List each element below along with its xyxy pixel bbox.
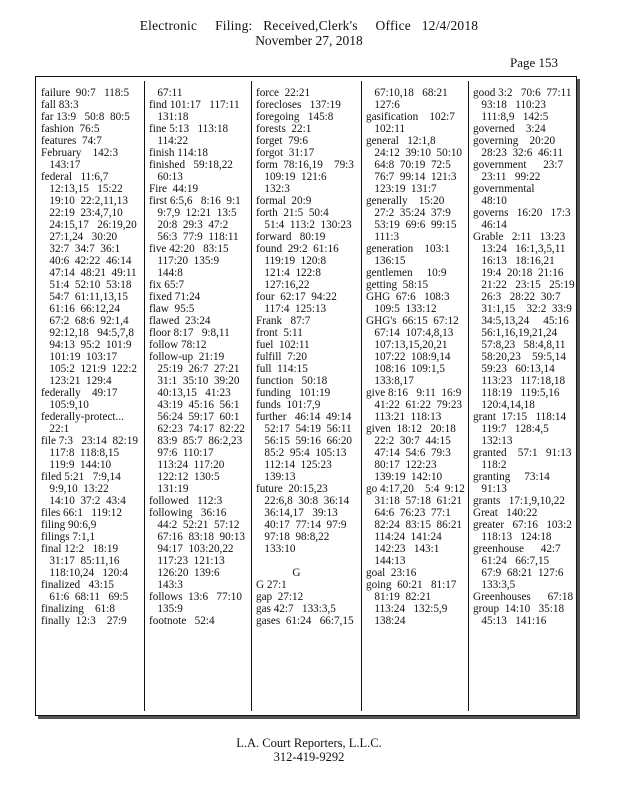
index-entry-line: found 29:2 61:16 bbox=[256, 243, 339, 255]
index-entry-line: 133:8,17 bbox=[366, 375, 414, 387]
index-entry-line: 31:1 35:10 39:20 bbox=[149, 375, 240, 387]
index-entry-line: finish 114:18 bbox=[149, 147, 208, 159]
index-entry-line: follows 13:6 77:10 bbox=[149, 591, 242, 603]
index-entry-line: 131:18 bbox=[149, 111, 189, 123]
index-entry-line: following 36:16 bbox=[149, 507, 227, 519]
index-entry-line: 138:24 bbox=[366, 615, 406, 627]
index-entry-line: 23:11 99:22 bbox=[473, 171, 541, 183]
index-entry-line: go 4:17,20 5:4 9:12 bbox=[366, 483, 465, 495]
index-entry-line: 47:14 48:21 49:11 bbox=[41, 267, 137, 279]
index-entry-line: find 101:17 117:11 bbox=[149, 99, 240, 111]
index-entry-line: fix 65:7 bbox=[149, 279, 185, 291]
index-column-2 bbox=[149, 87, 245, 627]
index-entry-line: gap 27:12 bbox=[256, 591, 304, 603]
index-entry-line: 12:13,15 15:22 bbox=[41, 183, 123, 195]
index-entry-line: February 142:3 bbox=[41, 147, 119, 159]
index-entry-line: 64:8 70:19 72:5 bbox=[366, 159, 451, 171]
index-entry-line: 13:24 16:1,3,5,11 bbox=[473, 243, 566, 255]
index-entry-line: failure 90:7 118:5 bbox=[41, 87, 130, 99]
index-entry-line: 119:9 144:10 bbox=[41, 459, 112, 471]
index-entry-line: 117:20 135:9 bbox=[149, 255, 220, 267]
index-entry-line: 9:7,9 12:21 13:5 bbox=[149, 207, 237, 219]
index-entry-line: floor 8:17 9:8,11 bbox=[149, 327, 230, 339]
index-entry-line: fulfill 7:20 bbox=[256, 351, 307, 363]
index-entry-line: 118:13 124:18 bbox=[473, 531, 552, 543]
index-entry-line: 119:7 128:4,5 bbox=[473, 423, 549, 435]
index-entry-line: 58:20,23 59:5,14 bbox=[473, 351, 566, 363]
index-entry-line: future 20:15,23 bbox=[256, 483, 328, 495]
index-entry-line: generally 15:20 bbox=[366, 195, 445, 207]
index-entry-line: force 22:21 bbox=[256, 87, 311, 99]
index-entry-line: 111:8,9 142:5 bbox=[473, 111, 549, 123]
index-entry-line: 22:1 bbox=[41, 423, 70, 435]
index-entry-line: 22:19 23:4,7,10 bbox=[41, 207, 123, 219]
index-entry-line: 27:1,24 30:20 bbox=[41, 231, 118, 243]
index-entry-line: far 13:9 50:8 80:5 bbox=[41, 111, 130, 123]
index-entry-line: finalizing 61:8 bbox=[41, 603, 115, 615]
reporter-phone: 312-419-9292 bbox=[273, 750, 345, 764]
index-entry-line: 48:10 bbox=[473, 195, 507, 207]
index-entry-line: given 18:12 20:18 bbox=[366, 423, 456, 435]
filing-date: November 27, 2018 bbox=[255, 33, 363, 48]
index-entry-line: 123:21 129:4 bbox=[41, 375, 112, 387]
index-entry-line: features 74:7 bbox=[41, 135, 102, 147]
index-entry-line: forests 22:1 bbox=[256, 123, 312, 135]
index-entry-line: follow 78:12 bbox=[149, 339, 207, 351]
index-entry-line: 67:10,18 68:21 bbox=[366, 87, 448, 99]
index-entry-line: forget 79:6 bbox=[256, 135, 308, 147]
index-entry-line: 102:11 bbox=[366, 123, 406, 135]
index-entry-line: files 66:1 119:12 bbox=[41, 507, 122, 519]
index-entry-line: 144:8 bbox=[149, 267, 183, 279]
index-entry-line: 24:12 39:10 50:10 bbox=[366, 147, 463, 159]
index-entry-line: governed 3:24 bbox=[473, 123, 546, 135]
index-entry-line: 62:23 74:17 82:22 bbox=[149, 423, 246, 435]
index-entry-line: government 23:7 bbox=[473, 159, 564, 171]
index-entry-line: federally 49:17 bbox=[41, 387, 118, 399]
index-entry-line: 64:6 76:23 77:1 bbox=[366, 507, 451, 519]
index-entry-line: 34:5,13,24 45:16 bbox=[473, 315, 569, 327]
index-entry-line: fashion 76:5 bbox=[41, 123, 100, 135]
index-entry-line: 123:19 131:7 bbox=[366, 183, 437, 195]
index-entry-line: 67:2 68:6 92:1,4 bbox=[41, 315, 129, 327]
index-entry-line: fall 83:3 bbox=[41, 99, 79, 111]
index-entry-line: 133:3,5 bbox=[473, 579, 516, 591]
index-entry-line: filings 7:1,1 bbox=[41, 531, 96, 543]
index-entry-line: fixed 71:24 bbox=[149, 291, 201, 303]
index-entry-line: 93:18 110:23 bbox=[473, 99, 546, 111]
index-entry-line: general 12:1,8 bbox=[366, 135, 436, 147]
index-entry-line: 113:24 132:5,9 bbox=[366, 603, 448, 615]
index-entry-line: 40:13,15 41:23 bbox=[149, 387, 231, 399]
index-entry-line: generation 103:1 bbox=[366, 243, 450, 255]
index-entry-line: first 6:5,6 8:16 9:1 bbox=[149, 195, 241, 207]
index-entry-line: going 60:21 81:17 bbox=[366, 579, 457, 591]
index-entry-line: filing 90:6,9 bbox=[41, 519, 97, 531]
index-entry-line: granted 57:1 91:13 bbox=[473, 447, 572, 459]
index-entry-line: 127:6 bbox=[366, 99, 400, 111]
index-entry-line: 54:7 61:11,13,15 bbox=[41, 291, 128, 303]
index-entry-line: 31:18 57:18 61:21 bbox=[366, 495, 463, 507]
index-entry-line: followed 112:3 bbox=[149, 495, 223, 507]
index-entry-line: five 42:20 83:15 bbox=[149, 243, 229, 255]
reporter-company: L.A. Court Reporters, L.L.C. bbox=[236, 736, 382, 750]
index-entry-line: 118:2 bbox=[473, 459, 507, 471]
index-entry-line: 111:3 bbox=[366, 231, 400, 243]
index-entry-line: good 3:2 70:6 77:11 bbox=[473, 87, 572, 99]
index-entry-line: 94:17 103:20,22 bbox=[149, 543, 234, 555]
index-entry-line: 118:19 119:5,16 bbox=[473, 387, 560, 399]
index-entry-line: 118:10,24 120:4 bbox=[41, 567, 128, 579]
index-entry-line: federal 11:6,7 bbox=[41, 171, 109, 183]
index-entry-line: forgot 31:17 bbox=[256, 147, 315, 159]
index-entry-line: 126:20 139:6 bbox=[149, 567, 220, 579]
index-entry-line: 117:4 125:13 bbox=[256, 303, 327, 315]
index-entry-line: 9:9,10 13:22 bbox=[41, 483, 109, 495]
column-divider bbox=[251, 81, 252, 711]
index-entry-line: gases 61:24 66:7,15 bbox=[256, 615, 354, 627]
index-column-3 bbox=[256, 87, 354, 627]
index-entry-line: 43:19 45:16 56:1 bbox=[149, 399, 240, 411]
index-entry-line: formal 20:9 bbox=[256, 195, 312, 207]
index-entry-line: 133:10 bbox=[256, 543, 296, 555]
column-divider bbox=[468, 81, 469, 711]
index-entry-line: further 46:14 49:14 bbox=[256, 411, 352, 423]
index-entry-line: 26:3 28:22 30:7 bbox=[473, 291, 561, 303]
index-entry-line: 27:2 35:24 37:9 bbox=[366, 207, 451, 219]
index-entry-line: 21:22 23:15 25:19 bbox=[473, 279, 575, 291]
index-entry-line: 51:4 52:10 53:18 bbox=[41, 279, 132, 291]
index-entry-line: 59:23 60:13,14 bbox=[473, 363, 555, 375]
index-entry-line: forecloses 137:19 bbox=[256, 99, 341, 111]
index-entry-line: 114:22 bbox=[149, 135, 189, 147]
index-entry-line: 107:22 108:9,14 bbox=[366, 351, 451, 363]
index-entry-line: 44:2 52:21 57:12 bbox=[149, 519, 240, 531]
index-entry-line: 61:24 66:7,15 bbox=[473, 555, 550, 567]
index-entry-line: 114:24 141:24 bbox=[366, 531, 442, 543]
index-entry-line: four 62:17 94:22 bbox=[256, 291, 337, 303]
index-entry-line: foregoing 145:8 bbox=[256, 111, 334, 123]
index-entry-line: 81:19 82:21 bbox=[366, 591, 431, 603]
index-entry-line: 113:23 117:18,18 bbox=[473, 375, 566, 387]
index-entry-line: 31:1,15 32:2 33:9 bbox=[473, 303, 572, 315]
index-entry-line: 53:19 69:6 99:15 bbox=[366, 219, 457, 231]
column-divider bbox=[144, 81, 145, 711]
index-entry-line: GHG's 66:15 67:12 bbox=[366, 315, 459, 327]
index-entry-line: footnote 52:4 bbox=[149, 615, 215, 627]
index-entry-line: governmental bbox=[473, 183, 535, 195]
index-entry-line: gentlemen 10:9 bbox=[366, 267, 447, 279]
index-entry-line: 132:3 bbox=[256, 183, 290, 195]
index-entry-line: governing 20:20 bbox=[473, 135, 556, 147]
index-entry-line: 108:16 109:1,5 bbox=[366, 363, 445, 375]
filing-header: Electronic Filing: Received,Clerk's Office 12/4/2018 bbox=[139, 18, 479, 33]
index-entry-line: forth 21:5 50:4 bbox=[256, 207, 329, 219]
index-entry-line: Fire 44:19 bbox=[149, 183, 199, 195]
index-entry-line: 31:17 85:11,16 bbox=[41, 555, 120, 567]
page-number: Page 153 bbox=[510, 55, 559, 70]
column-divider bbox=[361, 81, 362, 711]
index-entry-line: 105:9,10 bbox=[41, 399, 89, 411]
index-entry-line: 14:10 37:2 43:4 bbox=[41, 495, 126, 507]
index-entry-line: 121:4 122:8 bbox=[256, 267, 321, 279]
index-entry-line: 85:2 95:4 105:13 bbox=[256, 447, 347, 459]
index-entry-line: 36:14,17 39:13 bbox=[256, 507, 338, 519]
index-entry-line: 40:17 77:14 97:9 bbox=[256, 519, 347, 531]
index-table bbox=[35, 76, 577, 716]
index-column-1 bbox=[41, 87, 138, 627]
index-entry-line: fuel 102:11 bbox=[256, 339, 310, 351]
index-entry-line: 113:24 117:20 bbox=[149, 459, 225, 471]
index-entry-line: 92:12,18 94:5,7,8 bbox=[41, 327, 134, 339]
index-entry-line: Great 140:22 bbox=[473, 507, 538, 519]
index-entry-line: 56:1,16,19,21,24 bbox=[473, 327, 558, 339]
index-entry-line: greater 67:16 103:2 bbox=[473, 519, 572, 531]
index-entry-line: 67:14 107:4,8,13 bbox=[366, 327, 454, 339]
index-entry-line: 132:13 bbox=[473, 435, 513, 447]
index-entry-line: 32:7 34:7 36:1 bbox=[41, 243, 121, 255]
index-entry-line: 142:23 143:1 bbox=[366, 543, 440, 555]
index-entry-line: funds 101:7,9 bbox=[256, 399, 321, 411]
index-entry-line: 24:15,17 26:19,20 bbox=[41, 219, 137, 231]
index-column-4 bbox=[366, 87, 465, 627]
index-entry-line: 119:19 120:8 bbox=[256, 255, 327, 267]
index-entry-line: 67:16 83:18 90:13 bbox=[149, 531, 246, 543]
index-entry-line: Frank 87:7 bbox=[256, 315, 311, 327]
index-entry-line: final 12:2 18:19 bbox=[41, 543, 119, 555]
index-entry-line: front 5:11 bbox=[256, 327, 303, 339]
index-entry-line: 120:4,14,18 bbox=[473, 399, 535, 411]
index-entry-line: goal 23:16 bbox=[366, 567, 417, 579]
index-entry-line: 56:15 59:16 66:20 bbox=[256, 435, 353, 447]
index-entry-line: Greenhouses 67:18 bbox=[473, 591, 574, 603]
index-entry-line: 127:16,22 bbox=[256, 279, 310, 291]
index-entry-line: 94:13 95:2 101:9 bbox=[41, 339, 132, 351]
index-entry-line: function 50:18 bbox=[256, 375, 328, 387]
index-column-5 bbox=[473, 87, 575, 627]
index-entry-line: governs 16:20 17:3 bbox=[473, 207, 571, 219]
index-entry-line: 107:13,15,20,21 bbox=[366, 339, 448, 351]
index-entry-line: 112:14 125:23 bbox=[256, 459, 332, 471]
index-entry-line: 117:23 121:13 bbox=[149, 555, 225, 567]
index-entry-line: 40:6 42:22 46:14 bbox=[41, 255, 132, 267]
index-entry-line: greenhouse 42:7 bbox=[473, 543, 561, 555]
index-entry-line: 101:19 103:17 bbox=[41, 351, 118, 363]
index-entry-line: 28:23 32:6 46:11 bbox=[473, 147, 564, 159]
index-entry-line: 139:13 bbox=[256, 471, 296, 483]
index-entry-line: 136:15 bbox=[366, 255, 406, 267]
index-entry-line: form 78:16,19 79:3 bbox=[256, 159, 354, 171]
index-entry-line: 46:14 bbox=[473, 219, 507, 231]
index-entry-line: grants 17:1,9,10,22 bbox=[473, 495, 565, 507]
index-entry-line: 25:19 26:7 27:21 bbox=[149, 363, 240, 375]
index-entry-line: 60:13 bbox=[149, 171, 183, 183]
index-entry-line: 67:9 68:21 127:6 bbox=[473, 567, 564, 579]
index-entry-line: flawed 23:24 bbox=[149, 315, 211, 327]
index-entry-line: funding 101:19 bbox=[256, 387, 331, 399]
index-entry-line bbox=[256, 555, 354, 567]
index-entry-line: G bbox=[256, 567, 301, 579]
index-entry-line: 139:19 142:10 bbox=[366, 471, 443, 483]
index-entry-line: fine 5:13 113:18 bbox=[149, 123, 229, 135]
index-entry-line: 67:11 bbox=[149, 87, 183, 99]
index-entry-line: forward 80:19 bbox=[256, 231, 326, 243]
index-entry-line: filed 5:21 7:9,14 bbox=[41, 471, 121, 483]
index-entry-line: 80:17 122:23 bbox=[366, 459, 437, 471]
index-entry-line: give 8:16 9:11 16:9 bbox=[366, 387, 462, 399]
index-entry-line: 113:21 118:13 bbox=[366, 411, 442, 423]
index-entry-line: 16:13 18:16,21 bbox=[473, 255, 555, 267]
index-entry-line: 57:8,23 58:4,8,11 bbox=[473, 339, 566, 351]
index-entry-line: gasification 102:7 bbox=[366, 111, 455, 123]
index-entry-line: 41:22 61:22 79:23 bbox=[366, 399, 463, 411]
index-entry-line: 19:10 22:2,11,13 bbox=[41, 195, 128, 207]
index-entry-line: 117:8 118:8,15 bbox=[41, 447, 120, 459]
index-entry-line: 97:18 98:8,22 bbox=[256, 531, 330, 543]
index-entry-line: 51:4 113:2 130:23 bbox=[256, 219, 352, 231]
index-entry-line: 56:3 77:9 118:11 bbox=[149, 231, 239, 243]
index-entry-line: 109:19 121:6 bbox=[256, 171, 327, 183]
index-entry-line: 76:7 99:14 121:3 bbox=[366, 171, 457, 183]
index-entry-line: 22:2 30:7 44:15 bbox=[366, 435, 451, 447]
index-entry-line: 91:13 bbox=[473, 483, 507, 495]
index-entry-line: flaw 95:5 bbox=[149, 303, 195, 315]
index-entry-line: finished 59:18,22 bbox=[149, 159, 233, 171]
index-entry-line: 61:16 66:12,24 bbox=[41, 303, 120, 315]
index-entry-line: getting 58:15 bbox=[366, 279, 429, 291]
index-entry-line: 45:13 141:16 bbox=[473, 615, 547, 627]
index-entry-line: GHG 67:6 108:3 bbox=[366, 291, 450, 303]
index-entry-line: 47:14 54:6 79:3 bbox=[366, 447, 451, 459]
index-entry-line: Grable 2:11 13:23 bbox=[473, 231, 566, 243]
index-entry-line: 22:6,8 30:8 36:14 bbox=[256, 495, 350, 507]
index-entry-line: 135:9 bbox=[149, 603, 183, 615]
index-entry-line: 52:17 54:19 56:11 bbox=[256, 423, 352, 435]
index-entry-line: group 14:10 35:18 bbox=[473, 603, 565, 615]
index-entry-line: 122:12 130:5 bbox=[149, 471, 220, 483]
index-entry-line: finally 12:3 27:9 bbox=[41, 615, 127, 627]
index-entry-line: 61:6 68:11 69:5 bbox=[41, 591, 129, 603]
index-entry-line: 19:4 20:18 21:16 bbox=[473, 267, 564, 279]
index-entry-line: granting 73:14 bbox=[473, 471, 550, 483]
index-entry-line: 143:17 bbox=[41, 159, 81, 171]
index-entry-line: 109:5 133:12 bbox=[366, 303, 437, 315]
index-entry-line: G 27:1 bbox=[256, 579, 287, 591]
index-entry-line: 97:6 110:17 bbox=[149, 447, 214, 459]
index-entry-line: finalized 43:15 bbox=[41, 579, 115, 591]
index-entry-line: 144:13 bbox=[366, 555, 406, 567]
index-entry-line: 105:2 121:9 122:2 bbox=[41, 363, 138, 375]
index-entry-line: federally-protect... bbox=[41, 411, 124, 423]
index-entry-line: 131:19 bbox=[149, 483, 189, 495]
index-entry-line: full 114:15 bbox=[256, 363, 308, 375]
index-entry-line: 20:8 29:3 47:2 bbox=[149, 219, 229, 231]
index-entry-line: 82:24 83:15 86:21 bbox=[366, 519, 463, 531]
index-entry-line: 56:24 59:17 60:1 bbox=[149, 411, 240, 423]
index-entry-line: follow-up 21:19 bbox=[149, 351, 225, 363]
index-entry-line: file 7:3 23:14 82:19 bbox=[41, 435, 138, 447]
index-entry-line: 83:9 85:7 86:2,23 bbox=[149, 435, 243, 447]
index-entry-line: 143:3 bbox=[149, 579, 183, 591]
index-entry-line: gas 42:7 133:3,5 bbox=[256, 603, 336, 615]
index-entry-line: grant 17:15 118:14 bbox=[473, 411, 567, 423]
